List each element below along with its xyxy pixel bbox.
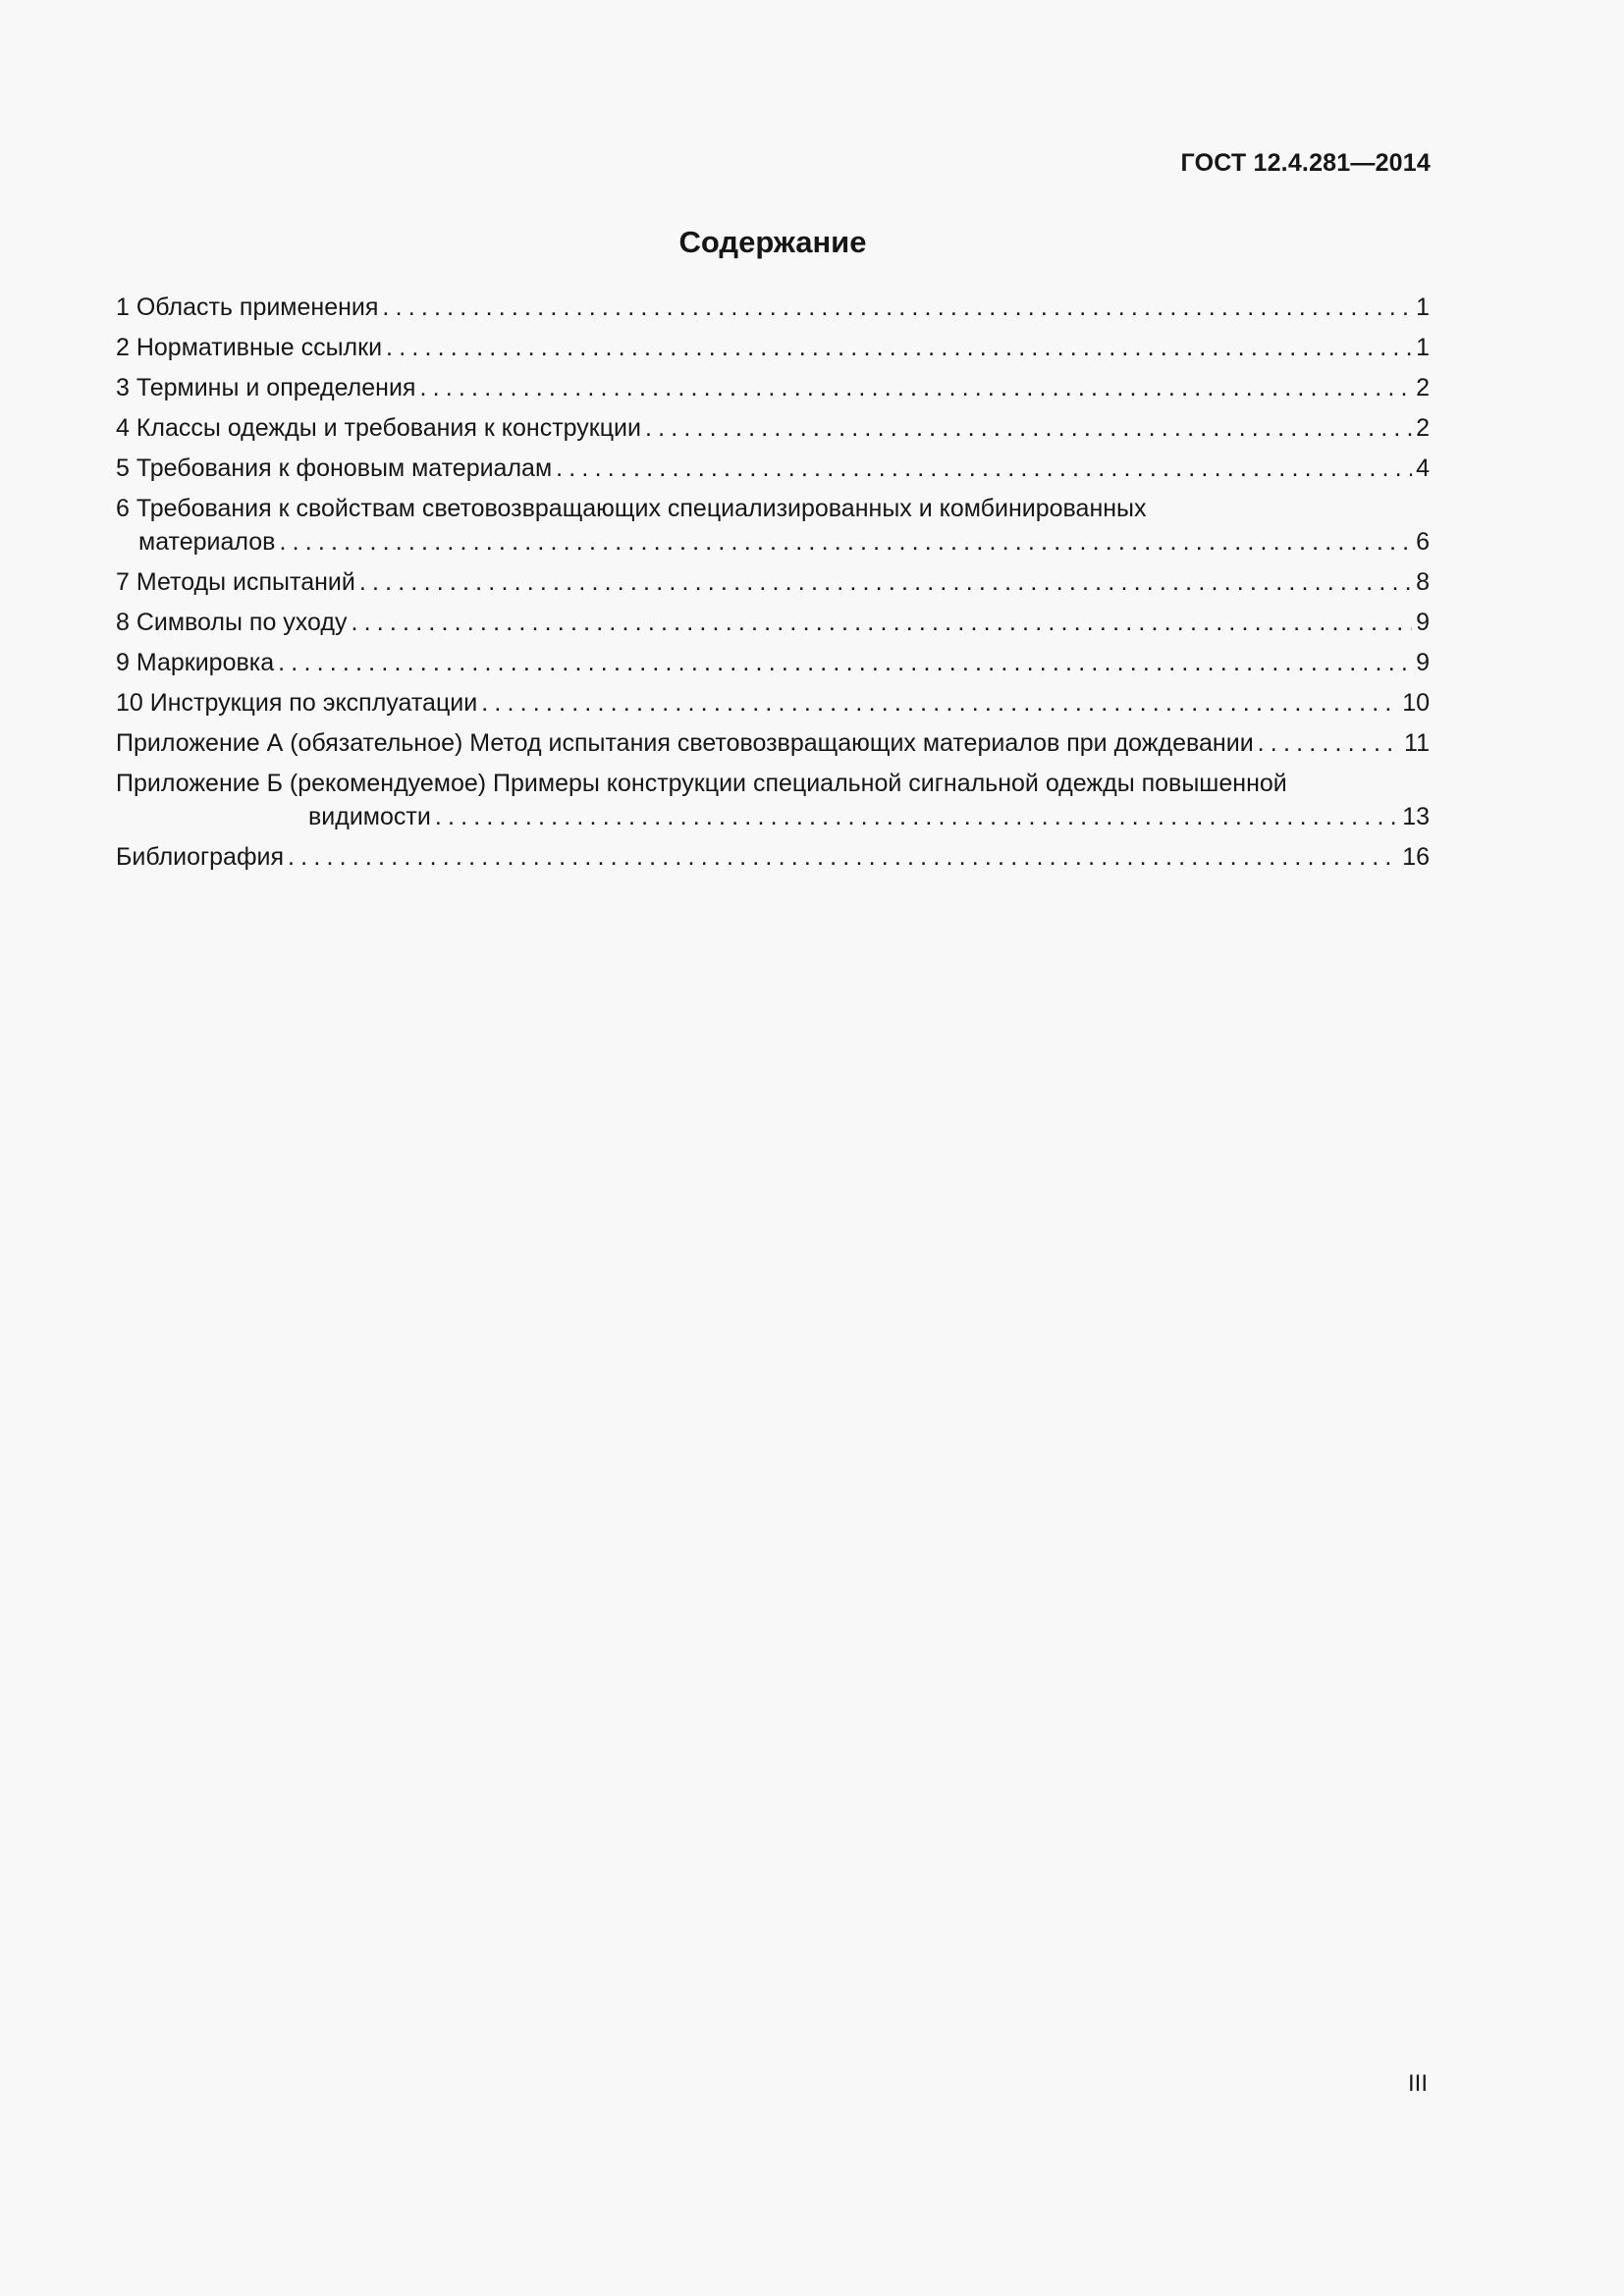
toc-leader-dots [645,411,1412,445]
toc-leader-dots [1258,726,1400,760]
toc-entry-label-line2: материалов [138,528,276,556]
toc-entry-page: 2 [1416,374,1430,401]
toc-entry-label: 7 Методы испытаний [116,568,355,596]
toc-entry[interactable] [116,606,1430,639]
toc-entry[interactable] [116,840,1430,874]
toc-entry-page: 10 [1402,689,1430,717]
toc-entry-page: 8 [1416,568,1430,596]
toc-entry-label-line2: видимости [308,803,431,830]
toc-leader-dots [278,646,1412,679]
toc-entry[interactable] [116,686,1430,720]
toc-entry-page: 16 [1402,843,1430,871]
toc-entry-page: 6 [1416,528,1430,556]
toc-entry[interactable] [116,767,1430,833]
page-number: III [1407,2070,1428,2097]
toc-entry-label: 4 Классы одежды и требования к конструкции [116,414,641,442]
toc-leader-dots [288,840,1398,874]
toc-leader-dots [419,371,1412,404]
toc-leader-dots [279,525,1412,559]
toc-entry-label: 1 Область применения [116,294,379,321]
toc-entry-page: 13 [1402,803,1430,830]
toc-entry-page: 9 [1416,649,1430,676]
toc-leader-dots [382,291,1412,324]
toc-entry-label: 10 Инструкция по эксплуатации [116,689,478,717]
toc-leader-dots [435,800,1398,833]
toc-entry[interactable] [116,726,1430,760]
toc-entry-label: Библиография [116,843,285,871]
toc-entry-label: 3 Термины и определения [116,374,416,401]
toc-entry[interactable] [116,452,1430,485]
toc-entry-label-line1: 6 Требования к свойствам световозвращающих специализированных и комбинированных [116,495,1147,522]
toc-entry-page: 11 [1404,729,1430,757]
toc-entry-page: 1 [1416,334,1430,361]
toc-leader-dots [359,565,1412,599]
toc-entry-label-line1: Приложение Б (рекомендуемое) Примеры конструкции специальной сигнальной одежды повышенной [116,770,1287,797]
toc-entry-label: Приложение А (обязательное) Метод испытания световозвращающих материалов при дождевании [116,729,1254,757]
toc-leader-dots [481,686,1398,720]
toc-entry-label: 5 Требования к фоновым материалам [116,454,553,482]
toc-leader-dots [386,331,1412,364]
toc-entry-page: 9 [1416,609,1430,636]
toc-entry-label: 9 Маркировка [116,649,275,676]
toc-entry[interactable] [116,411,1430,445]
toc-entry[interactable] [116,371,1430,404]
toc-entry-label: 8 Символы по уходу [116,609,348,636]
toc-entry[interactable] [116,331,1430,364]
toc-entry-page: 1 [1416,294,1430,321]
toc-leader-dots [556,452,1412,485]
toc-entry-page: 2 [1416,414,1430,442]
toc-title: Содержание [678,225,867,259]
toc-entry-label: 2 Нормативные ссылки [116,334,383,361]
toc-leader-dots [351,606,1412,639]
toc-entry[interactable] [116,646,1430,679]
toc-entry-page: 4 [1416,454,1430,482]
toc-entry[interactable] [116,492,1430,559]
toc-entry[interactable] [116,565,1430,599]
table-of-contents [116,291,1430,881]
toc-entry[interactable] [116,291,1430,324]
document-code: ГОСТ 12.4.281—2014 [1180,149,1431,177]
